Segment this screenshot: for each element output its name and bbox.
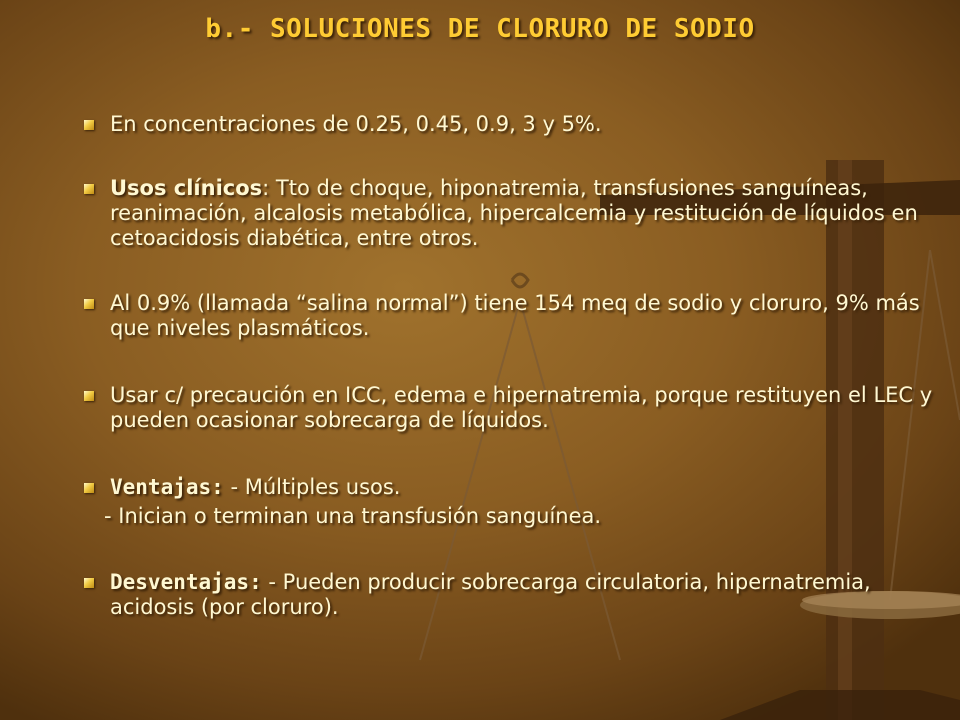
- bullet-list: [84, 112, 934, 620]
- bullet-icon: [84, 299, 94, 309]
- list-item-salina-normal: [84, 291, 934, 341]
- bullet-icon: [84, 391, 94, 401]
- bullet-icon: [84, 483, 94, 493]
- list-item-ventajas: [84, 475, 934, 500]
- bullet-icon: [84, 184, 94, 194]
- desventajas-label: Desventajas:: [110, 570, 262, 594]
- usos-label: Usos clínicos: [110, 176, 263, 200]
- slide-title: b.- SOLUCIONES DE CLORURO DE SODIO: [205, 14, 755, 44]
- precaucion-text: Usar c/ precaución en ICC, edema e hipernatremia, porque restituyen el LEC y pueden ocasionar sobrecarga de líquidos.: [110, 383, 933, 432]
- list-item-usos-clinicos: [84, 176, 934, 251]
- desventajas-text: - Pueden producir sobrecarga circulatoria, hipernatremia, acidosis (por cloruro).: [110, 570, 871, 619]
- concentraciones-text: En concentraciones de 0.25, 0.45, 0.9, 3 y 5%.: [110, 112, 602, 136]
- list-item-precaucion: [84, 383, 934, 433]
- ventajas-text: - Múltiples usos.: [223, 475, 401, 499]
- list-item-concentraciones: [84, 112, 934, 137]
- ventajas-continuation: - Inician o terminan una transfusión sanguínea.: [84, 504, 602, 528]
- bullet-icon: [84, 120, 94, 130]
- usos-text: : Tto de choque, hiponatremia, transfusiones sanguíneas, reanimación, alcalosis metabólica, hipercalcemia y restitución de líquidos en cetoacidosis diabética, entre otros.: [110, 176, 918, 250]
- bullet-icon: [84, 578, 94, 588]
- salina-text: Al 0.9% (llamada “salina normal”) tiene 154 meq de sodio y cloruro, 9% más que niveles plasmáticos.: [110, 291, 920, 340]
- ventajas-label: Ventajas:: [110, 475, 224, 499]
- list-item-desventajas: [84, 570, 934, 620]
